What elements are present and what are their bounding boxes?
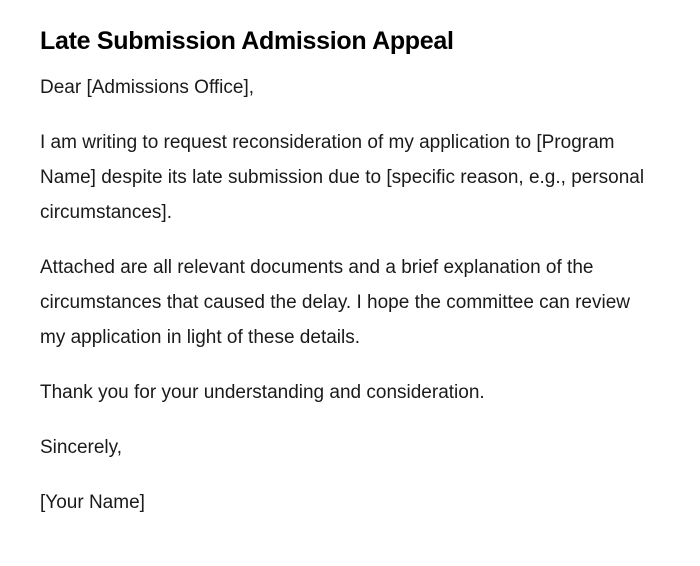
body-paragraph-3: Thank you for your understanding and consideration. (40, 382, 485, 403)
closing: Sincerely, (40, 437, 123, 458)
body-paragraph-2: Attached are all relevant documents and a brief explanation of the circumstances that caused the delay. I hope the committee can review my application in light of these details. (40, 257, 631, 348)
body-paragraph-1: I am writing to request reconsideration of my application to [Program Name] despite its late submission due to [specific reason, e.g., personal circumstances]. (40, 132, 645, 223)
signature: [Your Name] (40, 492, 145, 513)
letter-document (40, 24, 650, 520)
salutation: Dear [Admissions Office], (40, 77, 255, 98)
letter-title: Late Submission Admission Appeal (40, 27, 454, 55)
